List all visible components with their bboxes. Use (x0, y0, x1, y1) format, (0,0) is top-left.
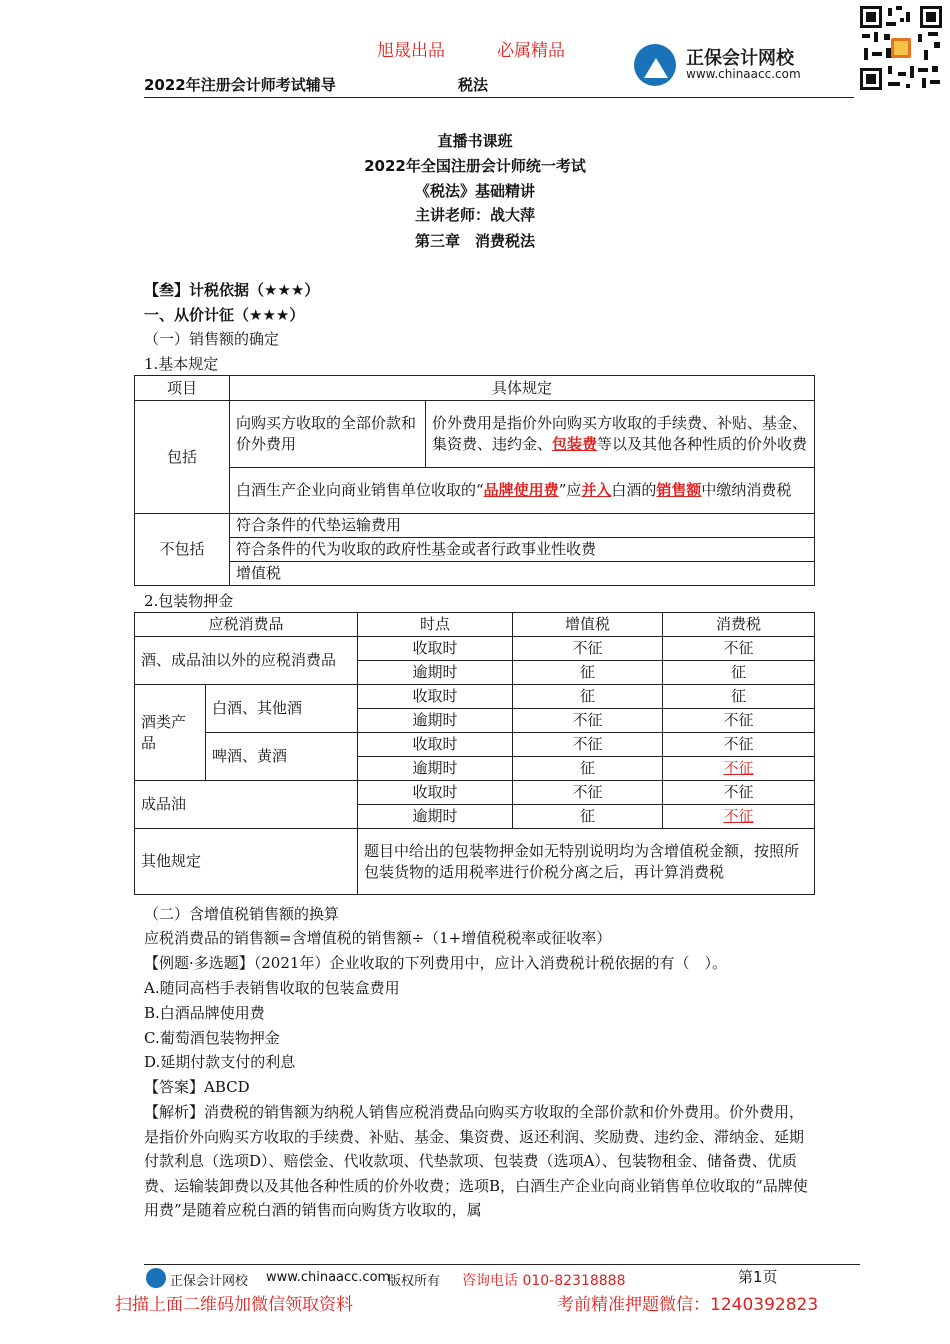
vat-cell: 征 (513, 685, 663, 709)
header-rule (144, 97, 854, 98)
category-cell: 酒、成品油以外的应税消费品 (135, 637, 358, 685)
answer: 【答案】ABCD (144, 1078, 250, 1096)
liquor-brand-fee-rule: 白酒生产企业向商业销售单位收取的“品牌使用费”应并入白酒的销售额中缴纳消费税 (230, 468, 815, 514)
consumption-tax-cell: 不征 (663, 757, 815, 781)
category-cell: 酒类产品 (135, 685, 206, 781)
consumption-tax-cell: 不征 (663, 781, 815, 805)
footer-phone: 咨询电话 010-82318888 (462, 1273, 626, 1289)
include-desc: 价外费用是指价外向购买方收取的手续费、补贴、基金、集资费、违约金、包装费等以及其他各种性质的价外收费 (426, 401, 815, 468)
include-sub: 向购买方收取的全部价款和价外费用 (230, 401, 426, 468)
consumption-tax-cell: 不征 (663, 733, 815, 757)
deposit-label: 2.包装物押金 (144, 592, 234, 610)
footer-copyright: 版权所有 (388, 1274, 441, 1289)
logo-url: www.chinaacc.com (686, 67, 801, 81)
time-cell: 逾期时 (358, 757, 513, 781)
exclude-label: 不包括 (135, 514, 230, 586)
category-cell: 成品油 (135, 781, 358, 829)
consumption-tax-cell: 征 (663, 661, 815, 685)
time-cell: 逾期时 (358, 805, 513, 829)
time-cell: 收取时 (358, 781, 513, 805)
sub-subsection-heading: （一）销售额的确定 (144, 330, 280, 348)
basic-rules-table (134, 375, 815, 586)
exclude-item: 符合条件的代垫运输费用 (230, 514, 815, 538)
table-header: 具体规定 (230, 376, 815, 401)
exclude-item: 符合条件的代为收取的政府性基金或者行政事业性收费 (230, 538, 815, 562)
section-heading: 【叁】计税依据（★★★） (144, 281, 320, 299)
footer-logo-icon (146, 1268, 166, 1288)
consumption-tax-cell: 不征 (663, 805, 815, 829)
subcategory-cell: 啤酒、黄酒 (206, 733, 358, 781)
title-line-1: 直播书课班 (437, 132, 513, 150)
option-d: D.延期付款支付的利息 (144, 1053, 296, 1071)
title-line-3: 《税法》基础精讲 (414, 182, 535, 200)
vat-cell: 征 (513, 805, 663, 829)
footer-url: www.chinaacc.com (266, 1270, 391, 1285)
exclude-item: 增值税 (230, 562, 815, 586)
vat-cell: 征 (513, 757, 663, 781)
include-label: 包括 (135, 401, 230, 514)
table-header: 应税消费品 (135, 613, 358, 637)
option-c: C.葡萄酒包装物押金 (144, 1029, 280, 1047)
table-header: 项目 (135, 376, 230, 401)
example-question: 【例题·多选题】（2021年）企业收取的下列费用中，应计入消费税计税依据的有（ ）。 (144, 954, 727, 972)
title-line-2: 2022年全国注册会计师统一考试 (364, 157, 586, 175)
other-rules-text: 题目中给出的包装物押金如无特别说明均为含增值税金额，按照所包装货物的适用税率进行价税分离之后，再计算消费税 (358, 829, 815, 895)
conversion-heading: （二）含增值税销售额的换算 (144, 905, 340, 923)
chinaacc-logo (634, 40, 844, 88)
subsection-heading: 一、从价计征（★★★） (144, 306, 305, 324)
header-red-left: 旭晟出品 (377, 41, 445, 61)
time-cell: 收取时 (358, 733, 513, 757)
header-doc-title: 2022年注册会计师考试辅导 (144, 76, 336, 94)
vat-cell: 不征 (513, 733, 663, 757)
time-cell: 收取时 (358, 685, 513, 709)
chapter-title: 第三章 消费税法 (414, 232, 535, 250)
option-b: B.白酒品牌使用费 (144, 1004, 265, 1022)
table-header: 时点 (358, 613, 513, 637)
footer-brand: 正保会计网校 (170, 1274, 249, 1289)
other-rules-label: 其他规定 (135, 829, 358, 895)
logo-icon (634, 44, 676, 86)
table-header: 消费税 (663, 613, 815, 637)
vat-cell: 不征 (513, 709, 663, 733)
consumption-tax-cell: 不征 (663, 709, 815, 733)
table-header: 增值税 (513, 613, 663, 637)
header-red-right: 必属精品 (497, 41, 565, 61)
analysis: 【解析】消费税的销售额为纳税人销售应税消费品向购买方收取的全部价款和价外费用。价外费用，是指价外向购买方收取的手续费、补贴、基金、集资费、返还利润、奖励费、违约金、滞纳金、延期付款利息（选项D）、赔偿金、代收款项、代垫款项、包装费（选项A）、包装物租金、储备费、优质费、运输装卸费以及其他各种性质的价外收费；选项B，白酒生产企业向商业销售单位收取的“品牌使用费”是随着应税白酒的销售而向购货方收取的，属 (144, 1103, 808, 1219)
subcategory-cell: 白酒、其他酒 (206, 685, 358, 733)
title-line-4: 主讲老师：战大萍 (414, 206, 535, 224)
footer-rule (144, 1264, 860, 1265)
time-cell: 收取时 (358, 637, 513, 661)
header-subject: 税法 (458, 76, 489, 94)
deposit-table (134, 612, 815, 895)
vat-cell: 征 (513, 661, 663, 685)
option-a: A.随同高档手表销售收取的包装盒费用 (144, 979, 400, 997)
basic-rules-label: 1.基本规定 (144, 355, 219, 373)
time-cell: 逾期时 (358, 709, 513, 733)
time-cell: 逾期时 (358, 661, 513, 685)
vat-cell: 不征 (513, 781, 663, 805)
consumption-tax-cell: 不征 (663, 637, 815, 661)
conversion-formula: 应税消费品的销售额=含增值税的销售额÷（1+增值税税率或征收率） (144, 929, 612, 947)
footer-red-right: 考前精准押题微信：1240392823 (557, 1295, 819, 1315)
page-number: 第1页 (738, 1268, 778, 1286)
consumption-tax-cell: 征 (663, 685, 815, 709)
qr-code-icon (858, 4, 944, 92)
footer-red-left: 扫描上面二维码加微信领取资料 (115, 1295, 353, 1315)
logo-name: 正保会计网校 (686, 48, 794, 69)
vat-cell: 不征 (513, 637, 663, 661)
